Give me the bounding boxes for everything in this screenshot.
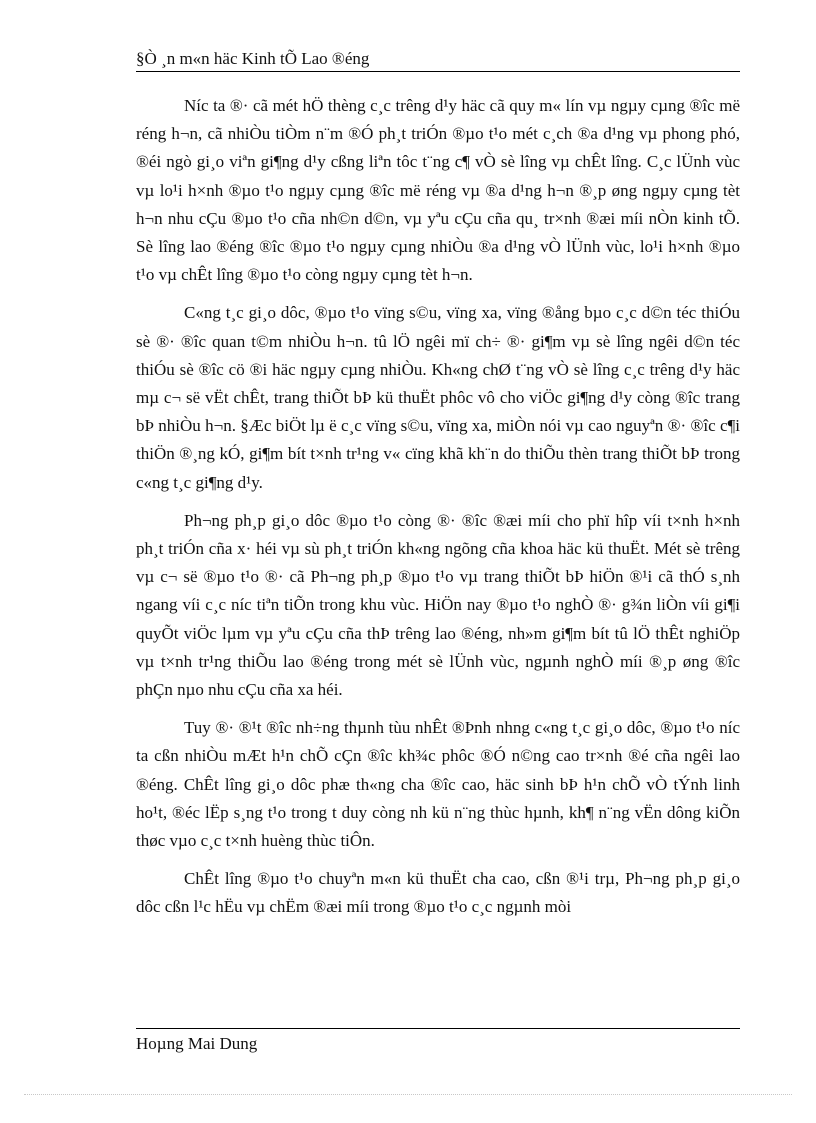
paragraph: C«ng t¸c gi¸o dôc, ®µo t¹o vïng s©u, vïng xa, vïng ®ång bµo c¸c d©n téc thiÓu sè ®· ®îc quan t©m nhiÒu h¬n. tû lÖ ngêi mï ch÷ ®· gi¶m vµ sè lîng ngêi d©n téc thiÓu sè ®îc cö ®i häc ngµy cµng nhiÒu. Kh«ng chØ t¨ng vÒ sè lîng c¸c trêng d¹y häc mµ c¬ së vËt chÊt, trang thiÕt bÞ kü thuËt phôc vô cho viÖc gi¶ng d¹y còng ®îc trang bÞ nhiÒu h¬n. §Æc biÖt lµ ë c¸c vïng s©u, vïng xa, miÒn nói vµ cao nguyªn ®· ®îc c¶i thiÖn ®¸ng kÓ, gi¶m bít t×nh tr¹ng v« cïng khã kh¨n do thiÕu thèn trang thiÕt bÞ trong c«ng t¸c gi¶ng d¹y. [136, 303, 740, 492]
page-boundary [24, 1094, 792, 1095]
paragraph: Níc ta ®· cã mét hÖ thèng c¸c trêng d¹y häc cã quy m« lín vµ ngµy cµng ®îc më réng h¬n, cã nhiÒu tiÒm n¨m ®Ó ph¸t triÓn ®µo t¹o mét c¸ch ®a d¹ng vµ phong phó, ®éi ngò gi¸o viªn gi¶ng d¹y cßng liªn tôc t¨ng c¶ vÒ sè lîng vµ chÊt lîng. C¸c lÜnh vùc vµ lo¹i h×nh ®µo t¹o ngµy cµng ®îc më réng vµ ®a d¹ng h¬n ®¸p øng ngµy cµng tèt h¬n nhu cÇu ®µo t¹o cña nh©n d©n, vµ yªu cÇu cña qu¸ tr×nh ®æi míi nÒn kinh tÕ. Sè lîng lao ®éng ®îc ®µo t¹o ngµy cµng nhiÒu ®a d¹ng vÒ lÜnh vùc, lo¹i h×nh ®µo t¹o vµ chÊt lîng ®µo t¹o còng ngµy cµng tèt h¬n. [136, 96, 740, 285]
page-footer-author: Hoµng Mai Dung [136, 1034, 258, 1053]
header-divider [136, 71, 740, 72]
document-body [136, 92, 740, 932]
paragraph: Tuy ®· ®¹t ®îc nh÷ng thµnh tùu nhÊt ®Þnh nhng c«ng t¸c gi¸o dôc, ®µo t¹o níc ta cßn nhiÒu mÆt h¹n chÕ cÇn ®îc kh¾c phôc ®Ó n©ng cao tr×nh ®é cña ngêi lao ®éng. ChÊt lîng gi¸o dôc phæ th«ng cha ®îc cao, häc sinh bÞ h¹n chÕ vÒ tÝnh linh ho¹t, ®éc lËp s¸ng t¹o trong t duy còng nh kü n¨ng thùc hµnh, kh¶ n¨ng vËn dông kiÕn thøc vµo c¸c t×nh huèng thùc tiÔn. [136, 718, 740, 851]
paragraph: Ph¬ng ph¸p gi¸o dôc ®µo t¹o còng ®· ®îc ®æi míi cho phï hîp víi t×nh h×nh ph¸t triÓn cña x· héi vµ sù ph¸t triÓn kh«ng ngõng cña khoa häc kü thuËt. Mét sè trêng vµ c¬ së ®µo t¹o ®· cã Ph¬ng ph¸p ®µo t¹o vµ trang thiÕt bÞ hiÖn ®¹i cã thÓ s¸nh ngang víi c¸c níc tiªn tiÕn trong khu vùc. HiÖn nay ®µo t¹o nghÒ ®· g¾n liÒn víi gi¶i quyÕt viÖc lµm vµ yªu cÇu cña thÞ trêng lao ®éng, nh»m gi¶m bít tû lÖ thÊt nghiÖp vµ t×nh tr¹ng thiÕu lao ®éng trong mét sè lÜnh vùc, ngµnh nghÒ míi ®¸p øng ®îc phÇn nµo nhu cÇu cña xa héi. [136, 510, 740, 700]
footer-divider [136, 1028, 740, 1029]
paragraph: ChÊt lîng ®µo t¹o chuyªn m«n kü thuËt cha cao, cßn ®¹i trµ, Ph¬ng ph¸p gi¸o dôc cßn l¹c hËu vµ chËm ®æi míi trong ®µo t¹o c¸c ngµnh mòi [136, 869, 740, 917]
page-header: §Ò ¸n m«n häc Kinh tÕ Lao ®éng [136, 49, 370, 68]
